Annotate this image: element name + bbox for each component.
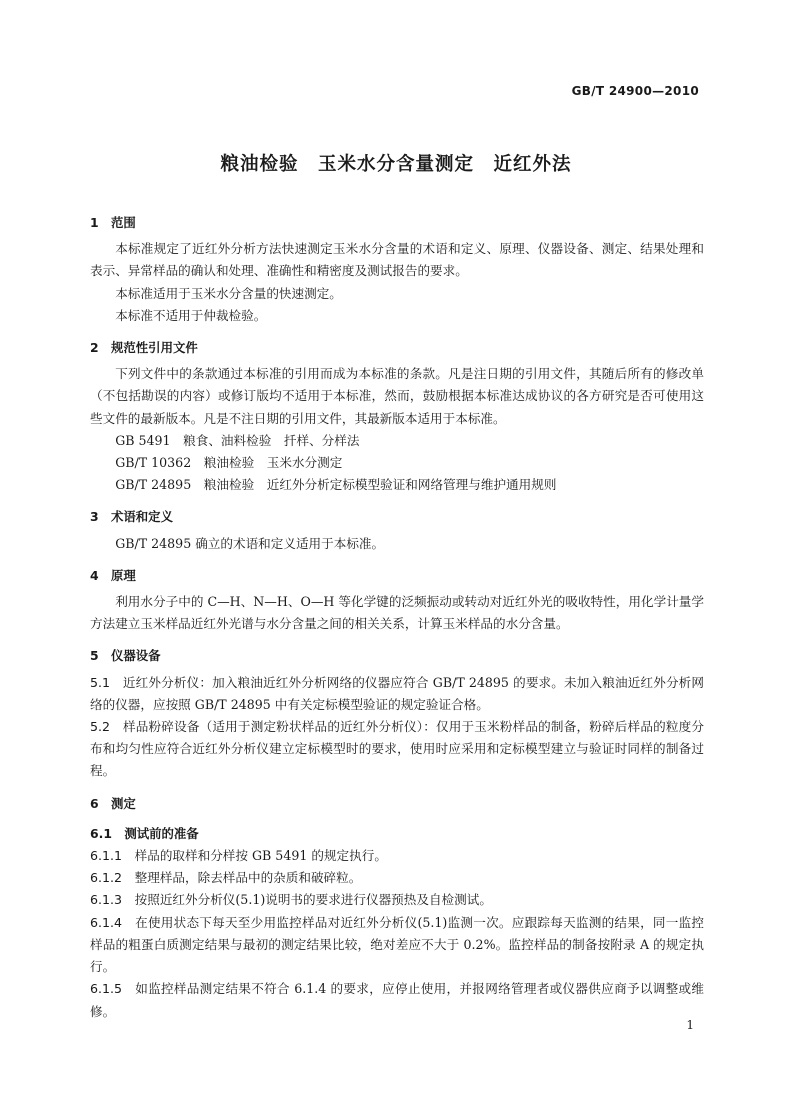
section-4-paragraph: 利用水分子中的 C—H、N—H、O—H 等化学键的泛频振动或转动对近红外光的吸收特性，用化学计量学方法建立玉米样品近红外光谱与水分含量之间的相关关系，计算玉米样品的水分含量。: [90, 594, 704, 632]
clause-number: 6.1.5: [90, 981, 136, 997]
normative-reference: GB/T 24895 粮油检验 近红外分析定标模型验证和网络管理与维护通用规则: [115, 477, 557, 493]
clause-6-1-4: [90, 912, 704, 979]
clause-text: 样品的取样和分样按 GB 5491 的规定执行。: [134, 848, 387, 864]
clause-text: 整理样品，除去样品中的杂质和破碎粒。: [134, 870, 362, 886]
clause-text: 按照近红外分析仪(5.1)说明书的要求进行仪器预热及自检测试。: [134, 892, 492, 908]
clause-6-1-3: [90, 889, 704, 911]
standard-code: GB/T 24900—2010: [571, 84, 699, 98]
section-1-paragraph: 本标准不适用于仲裁检验。: [115, 307, 267, 323]
section-6-heading: 6 测定: [90, 795, 136, 811]
clause-6-1-5: [90, 978, 704, 1022]
clause-text: 如监控样品测定结果不符合 6.1.4 的要求，应停止使用，并报网络管理者或仪器供应商予以调整或维修。: [90, 981, 704, 1019]
section-2-heading: 2 规范性引用文件: [90, 340, 198, 356]
section-1-paragraph: 本标准适用于玉米水分含量的快速测定。: [115, 285, 342, 301]
clause-5-1: [90, 672, 704, 716]
clause-6-1-2: [90, 867, 704, 889]
normative-reference: GB 5491 粮食、油料检验 扦样、分样法: [115, 432, 360, 448]
clause-number: 6.1.1: [90, 848, 135, 864]
section-4-heading: 4 原理: [90, 567, 136, 583]
clause-6-1-1: [90, 845, 704, 867]
document-title: 粮油检验 玉米水分含量测定 近红外法: [220, 154, 572, 175]
clause-text: 在使用状态下每天至少用监控样品对近红外分析仪(5.1)监测一次。应跟踪每天监测的结果，同一监控样品的粗蛋白质测定结果与最初的测定结果比较，绝对差应不大于 0.2%。监控样品的制备按附录 A 的规定执行。: [90, 914, 704, 975]
document-body: [90, 212, 704, 1023]
section-1-paragraph: 本标准规定了近红外分析方法快速测定玉米水分含量的术语和定义、原理、仪器设备、测定、结果处理和表示、异常样品的确认和处理、准确性和精密度及测试报告的要求。: [90, 241, 704, 279]
clause-text: 样品粉碎设备（适用于测定粉状样品的近红外分析仪）：仅用于玉米粉样品的制备，粉碎后样品的粒度分布和均匀性应符合近红外分析仪建立定标模型时的要求，使用时应采用和定标模型建立与验证时同样的制备过程。: [90, 719, 705, 779]
clause-number: 5.2: [90, 719, 123, 735]
subsection-6-1-heading: 6.1 测试前的准备: [90, 825, 199, 841]
section-1-heading: 1 范围: [90, 215, 136, 230]
section-5-heading: 5 仪器设备: [90, 648, 161, 664]
clause-number: 6.1.2: [90, 870, 135, 886]
section-3-paragraph: GB/T 24895 确立的术语和定义适用于本标准。: [115, 535, 385, 551]
clause-number: 5.1: [90, 674, 123, 690]
section-2-intro: 下列文件中的条款通过本标准的引用而成为本标准的条款。凡是注日期的引用文件，其随后所有的修改单（不包括勘误的内容）或修订版均不适用于本标准，然而，鼓励根据本标准达成协议的各方研究是否可使用这些文件的最新版本。凡是不注日期的引用文件，其最新版本适用于本标准。: [90, 366, 704, 426]
clause-5-2: [90, 716, 704, 783]
page-number: 1: [686, 1018, 694, 1032]
section-3-heading: 3 术语和定义: [90, 509, 173, 525]
clause-number: 6.1.3: [90, 892, 135, 908]
clause-text: 近红外分析仪：加入粮油近红外分析网络的仪器应符合 GB/T 24895 的要求。未加入粮油近红外分析网络的仪器，应按照 GB/T 24895 中有关定标模型验证的规定验证合格。: [90, 674, 705, 712]
clause-number: 6.1.4: [90, 914, 136, 930]
normative-reference: GB/T 10362 粮油检验 玉米水分测定: [115, 455, 343, 471]
